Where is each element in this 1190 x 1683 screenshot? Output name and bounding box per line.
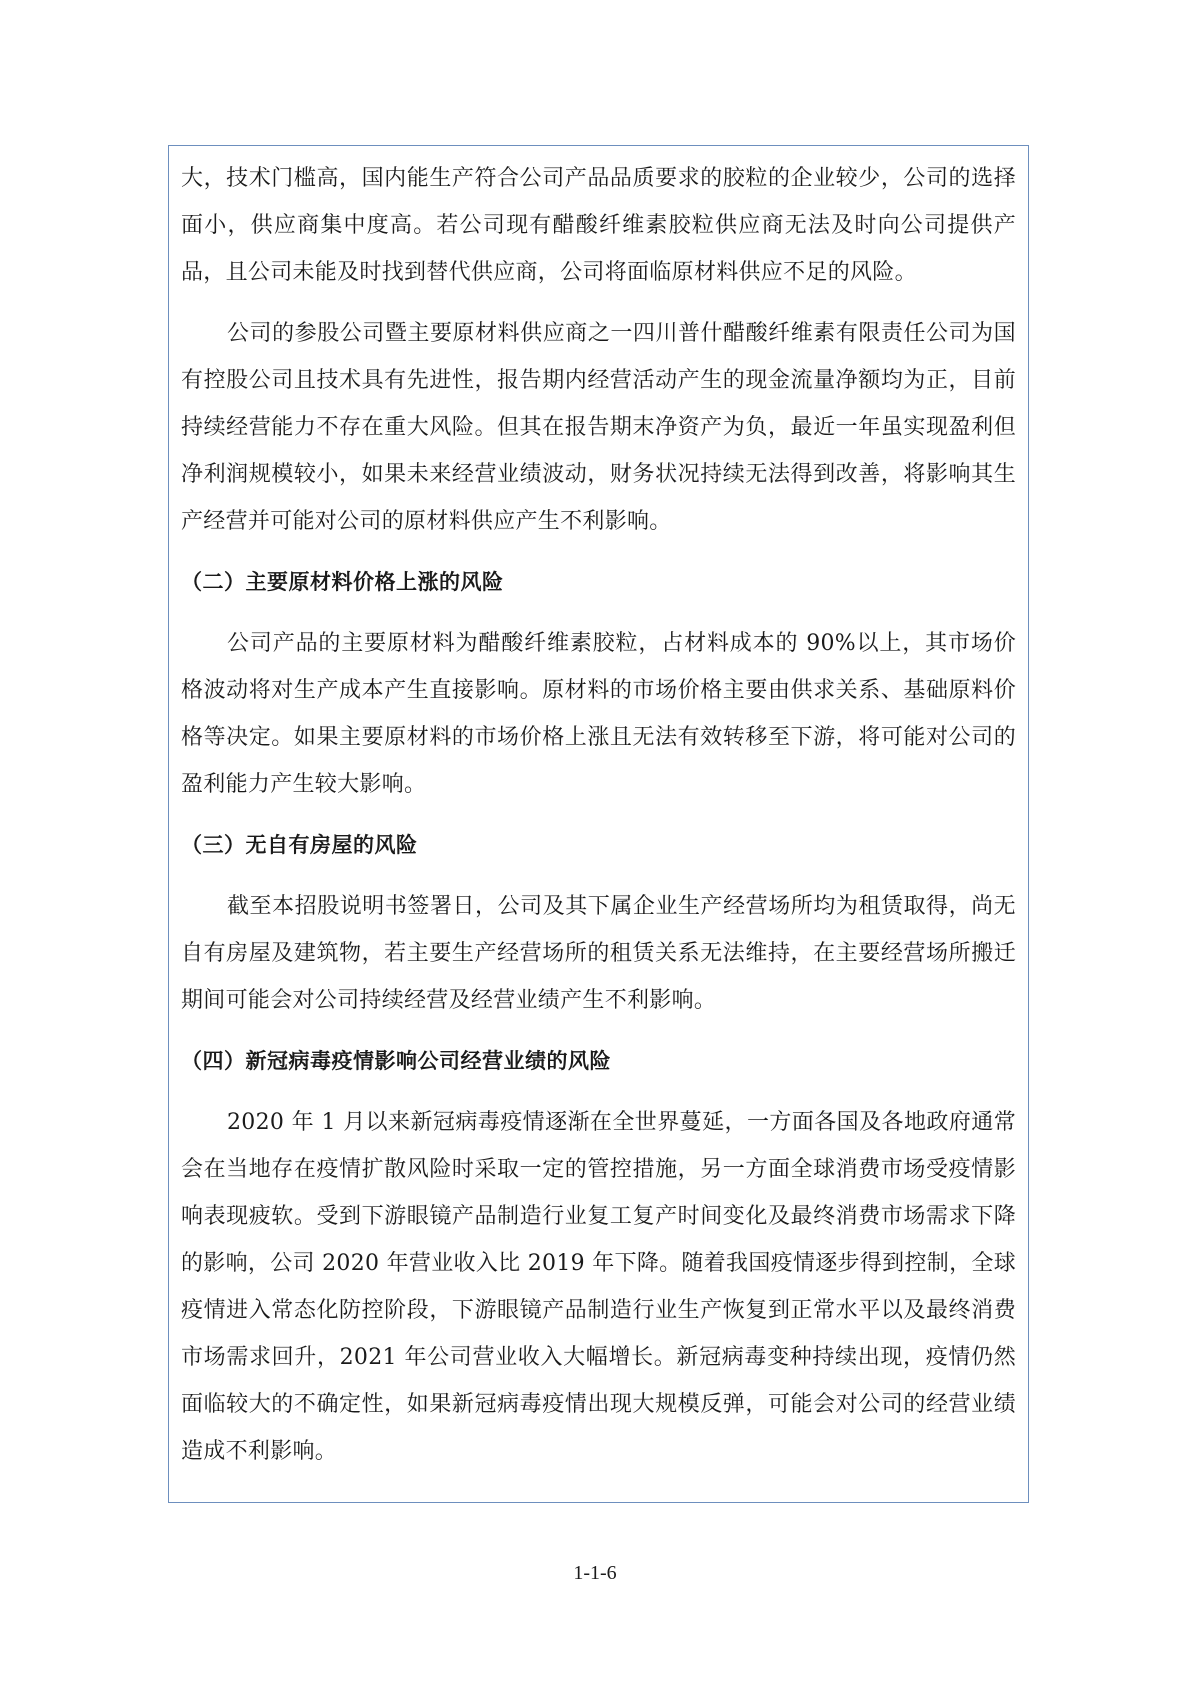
section-heading-no-owned-property: （三）无自有房屋的风险 — [181, 833, 418, 857]
paragraph-supplier-concentration: 大，技术门槛高，国内能生产符合公司产品品质要求的胶粒的企业较少，公司的选择面小，供应商集中度高。若公司现有醋酸纤维素胶粒供应商无法及时向公司提供产品，且公司未能及时找到替代供应商，公司将面临原材料供应不足的风险。 — [181, 166, 1016, 285]
paragraph-affiliate-supplier: 公司的参股公司暨主要原材料供应商之一四川普什醋酸纤维素有限责任公司为国有控股公司且技术具有先进性，报告期内经营活动产生的现金流量净额均为正，目前持续经营能力不存在重大风险。但其在报告期末净资产为负，最近一年虽实现盈利但净利润规模较小，如果未来经营业绩波动，财务状况持续无法得到改善，将影响其生产经营并可能对公司的原材料供应产生不利影响。 — [181, 321, 1016, 534]
paragraph-raw-material-price: 公司产品的主要原材料为醋酸纤维素胶粒，占材料成本的 90%以上，其市场价格波动将对生产成本产生直接影响。原材料的市场价格主要由供求关系、基础原料价格等决定。如果主要原材料的市场价格上涨且无法有效转移至下游，将可能对公司的盈利能力产生较大影响。 — [181, 631, 1016, 797]
paragraph-covid-impact: 2020 年 1 月以来新冠病毒疫情逐渐在全世界蔓延，一方面各国及各地政府通常会在当地存在疫情扩散风险时采取一定的管控措施，另一方面全球消费市场受疫情影响表现疲软。受到下游眼镜产品制造行业复工复产时间变化及最终消费市场需求下降的影响，公司 2020 年营业收入比 2019 年下降。随着我国疫情逐步得到控制，全球疫情进入常态化防控阶段，下游眼镜产品制造行业生产恢复到正常水平以及最终消费市场需求回升，2021 年公司营业收入大幅增长。新冠病毒变种持续出现，疫情仍然面临较大的不确定性，如果新冠病毒疫情出现大规模反弹，可能会对公司的经营业绩造成不利影响。 — [181, 1110, 1016, 1464]
paragraph-no-owned-property: 截至本招股说明书签署日，公司及其下属企业生产经营场所均为租赁取得，尚无自有房屋及建筑物，若主要生产经营场所的租赁关系无法维持，在主要经营场所搬迁期间可能会对公司持续经营及经营业绩产生不利影响。 — [181, 894, 1016, 1013]
section-heading-covid-impact: （四）新冠病毒疫情影响公司经营业绩的风险 — [181, 1049, 611, 1073]
section-heading-raw-material-price: （二）主要原材料价格上涨的风险 — [181, 570, 504, 594]
risk-factors-box — [168, 145, 1029, 1503]
page-number: 1-1-6 — [573, 1562, 617, 1584]
